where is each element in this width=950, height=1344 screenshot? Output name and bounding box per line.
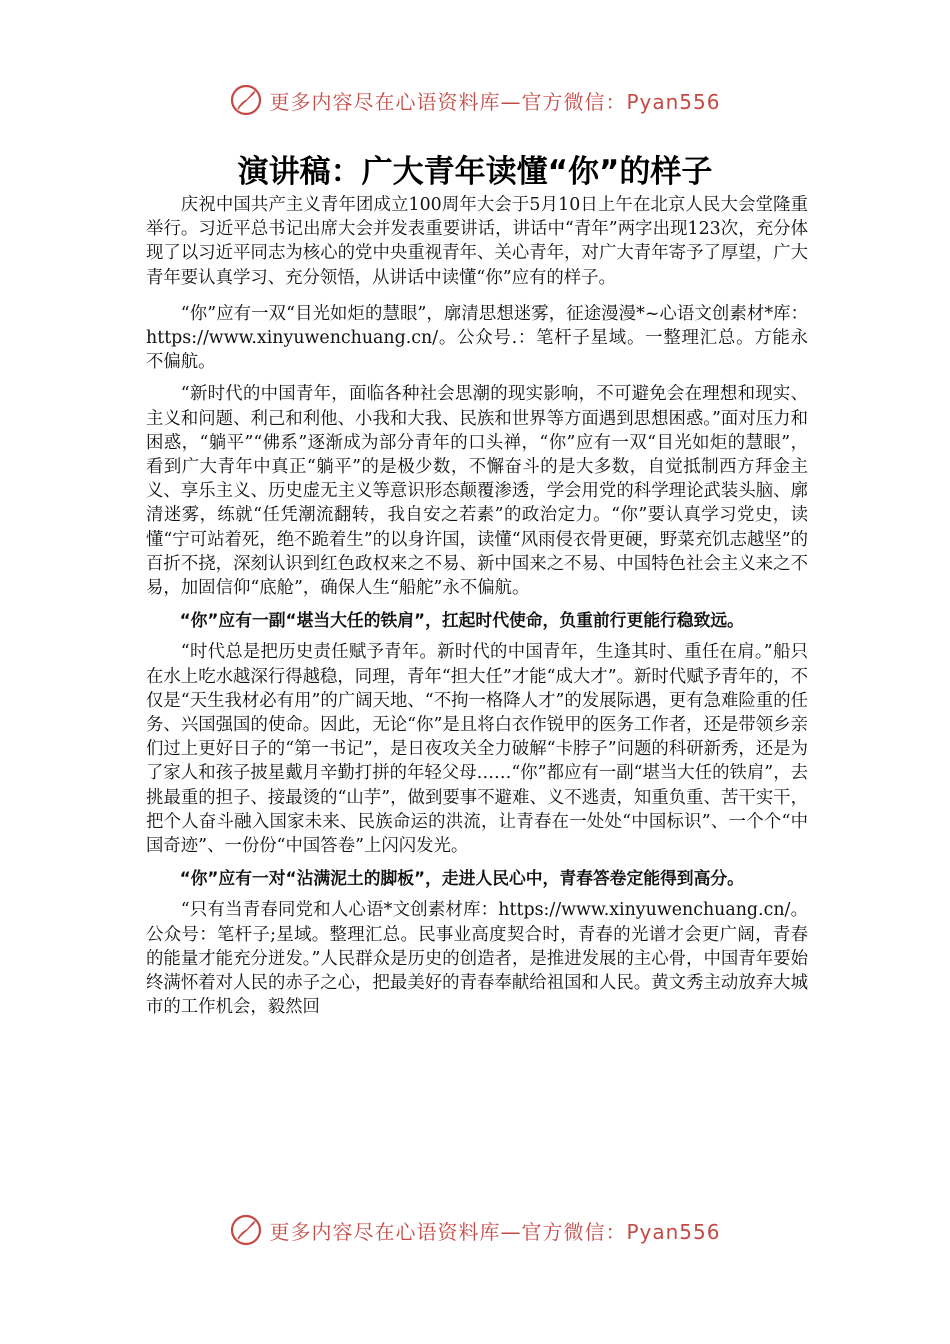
footer-watermark [0, 1208, 950, 1252]
quill-pen-icon [229, 1213, 263, 1247]
body-paragraph: “时代总是把历史责任赋予青年。新时代的中国青年，生逢其时、重任在肩。”船只在水上吃水越深行得越稳，同理，青年“担大任”才能“成大才”。新时代赋予青年的，不仅是“天生我材必有用”的广阔天地、“不拘一格降人才”的发展际遇，更有急难险重的任务、兴国强国的使命。因此，无论“你”是且将白衣作锐甲的医务工作者，还是带领乡亲们过上更好日子的“第一书记”，是日夜攻关全力破解“卡脖子”问题的科研新秀，还是为了家人和孩子披星戴月辛勤打拼的年轻父母……“你”都应有一副“堪当大任的铁肩”，去挑最重的担子、接最烫的“山芋”，做到要事不避难、义不逃责，知重负重、苦干实干，把个人奋斗融入国家未来、民族命运的洪流，让青春在一处处“中国标识”、一个个“中国奇迹”、一份份“中国答卷”上闪闪发光。 [146, 642, 808, 857]
section-heading: “你”应有一对“沾满泥土的脚板”，走进人民心中，青春答卷定能得到高分。 [179, 868, 744, 889]
watermark-text: 更多内容尽在心语资料库—官方微信：Pyan556 [269, 89, 721, 114]
watermark-text: 更多内容尽在心语资料库—官方微信：Pyan556 [269, 1219, 721, 1244]
body-paragraph: 庆祝中国共产主义青年团成立100周年大会于5月10日上午在北京人民大会堂隆重举行。习近平总书记出席大会并发表重要讲话，讲话中“青年”两字出现123次，充分体现了以习近平同志为核心的党中央重视青年、关心青年，对广大青年寄予了厚望，广大青年要认真学习、充分领悟，从讲话中读懂“你”应有的样子。 [146, 195, 808, 288]
header-watermark [0, 78, 950, 122]
body-paragraph: “你”应有一双“目光如炬的慧眼”，廓清思想迷雾，征途漫漫*~心语文创素材*库：https://www.xinyuwenchuang.cn/。公众号.：笔杆子星域。一整理汇总。方能永不偏航。 [146, 303, 808, 373]
document-body [146, 193, 808, 1028]
document-title: 演讲稿：广大青年读懂“你”的样子 [237, 154, 713, 190]
quill-pen-icon [229, 83, 263, 117]
section-heading: “你”应有一副“堪当大任的铁肩”，扛起时代使命，负重前行更能行稳致远。 [179, 610, 744, 631]
body-paragraph: “新时代的中国青年，面临各种社会思潮的现实影响，不可避免会在理想和现实、主义和问题、利己和利他、小我和大我、民族和世界等方面遇到思想困惑。”面对压力和困惑，“躺平”“佛系”逐渐成为部分青年的口头禅，“你”应有一双“目光如炬的慧眼”，看到广大青年中真正“躺平”的是极少数，不懈奋斗的是大多数，自觉抵制西方拜金主义、享乐主义、历史虚无主义等意识形态颠覆渗透，学会用党的科学理论武装头脑、廓清迷雾，练就“任凭潮流翻转，我自安之若素”的政治定力。“你”要认真学习党史，读懂“宁可站着死，绝不跪着生”的以身许国，读懂“风雨侵衣骨更硬，野菜充饥志越坚”的百折不挠，深刻认识到红色政权来之不易、新中国来之不易、中国特色社会主义来之不易，加固信仰“底舱”，确保人生“船舵”永不偏航。 [146, 384, 808, 599]
body-paragraph: “只有当青春同党和人心语*文创素材库：https://www.xinyuwenchuang.cn/。公众号：笔杆子;星域。整理汇总。民事业高度契合时，青春的光谱才会更广阔，青春的能量才能充分迸发。”人民群众是历史的创造者，是推进发展的主心骨，中国青年要始终满怀着对人民的赤子之心，把最美好的青春奉献给祖国和人民。黄文秀主动放弃大城市的工作机会，毅然回 [146, 900, 808, 1018]
